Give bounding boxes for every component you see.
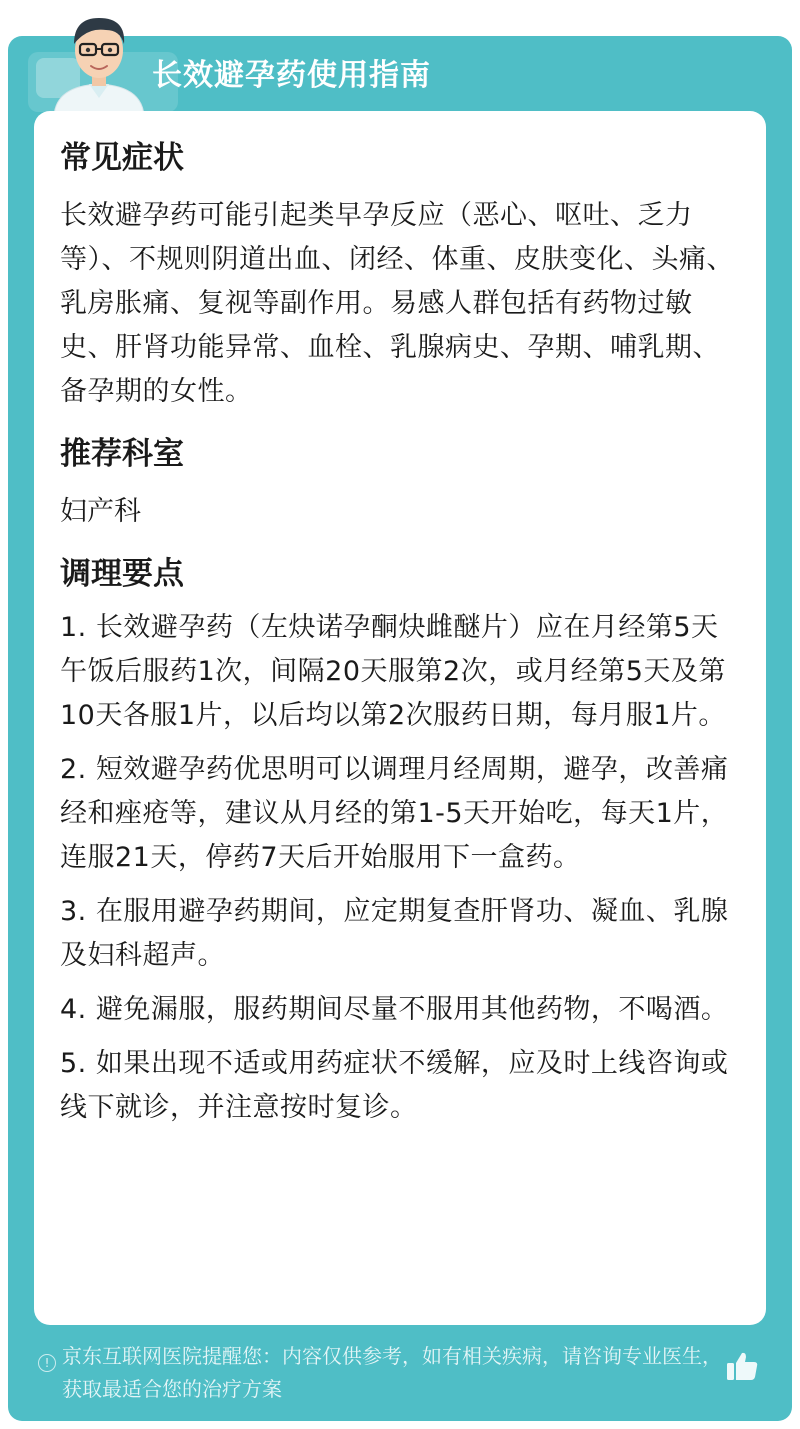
care-title: 调理要点: [60, 556, 184, 592]
info-icon: !: [38, 1354, 56, 1372]
care-tip: 1. 长效避孕药（左炔诺孕酮炔雌醚片）应在月经第5天午饭后服药1次，间隔20天服第2次，或月经第5天及第10天各服1片，以后均以第2次服药日期，每月服1片。: [60, 612, 726, 731]
symptoms-text: 长效避孕药可能引起类早孕反应（恶心、呕吐、乏力等）、不规则阴道出血、闭经、体重、皮肤变化、头痛、乳房胀痛、复视等副作用。易感人群包括有药物过敏史、肝肾功能异常、血栓、乳腺病史、孕期、哺乳期、备孕期的女性。: [60, 200, 734, 407]
care-tip: 4. 避免漏服，服药期间尽量不服用其他药物，不喝酒。: [60, 994, 729, 1025]
symptoms-title: 常见症状: [60, 140, 184, 176]
footer-notice-text: 京东互联网医院提醒您：内容仅供参考，如有相关疾病，请咨询专业医生，获取最适合您的治疗方案: [62, 1344, 722, 1401]
care-tip: 2. 短效避孕药优思明可以调理月经周期，避孕，改善痛经和痤疮等，建议从月经的第1-5天开始吃，每天1片，连服21天，停药7天后开始服用下一盒药。: [60, 754, 729, 873]
care-tip: 3. 在服用避孕药期间，应定期复查肝肾功、凝血、乳腺及妇科超声。: [60, 896, 729, 971]
department-title: 推荐科室: [60, 436, 184, 472]
care-tip: 5. 如果出现不适或用药症状不缓解，应及时上线咨询或线下就诊，并注意按时复诊。: [60, 1048, 729, 1123]
footer-notice: [38, 1340, 738, 1406]
thumbs-up-icon[interactable]: [724, 1348, 760, 1384]
department-text: 妇产科: [60, 496, 141, 527]
doctor-avatar: [44, 6, 154, 116]
page-title: 长效避孕药使用指南: [152, 58, 431, 93]
content-area: [60, 130, 740, 1130]
